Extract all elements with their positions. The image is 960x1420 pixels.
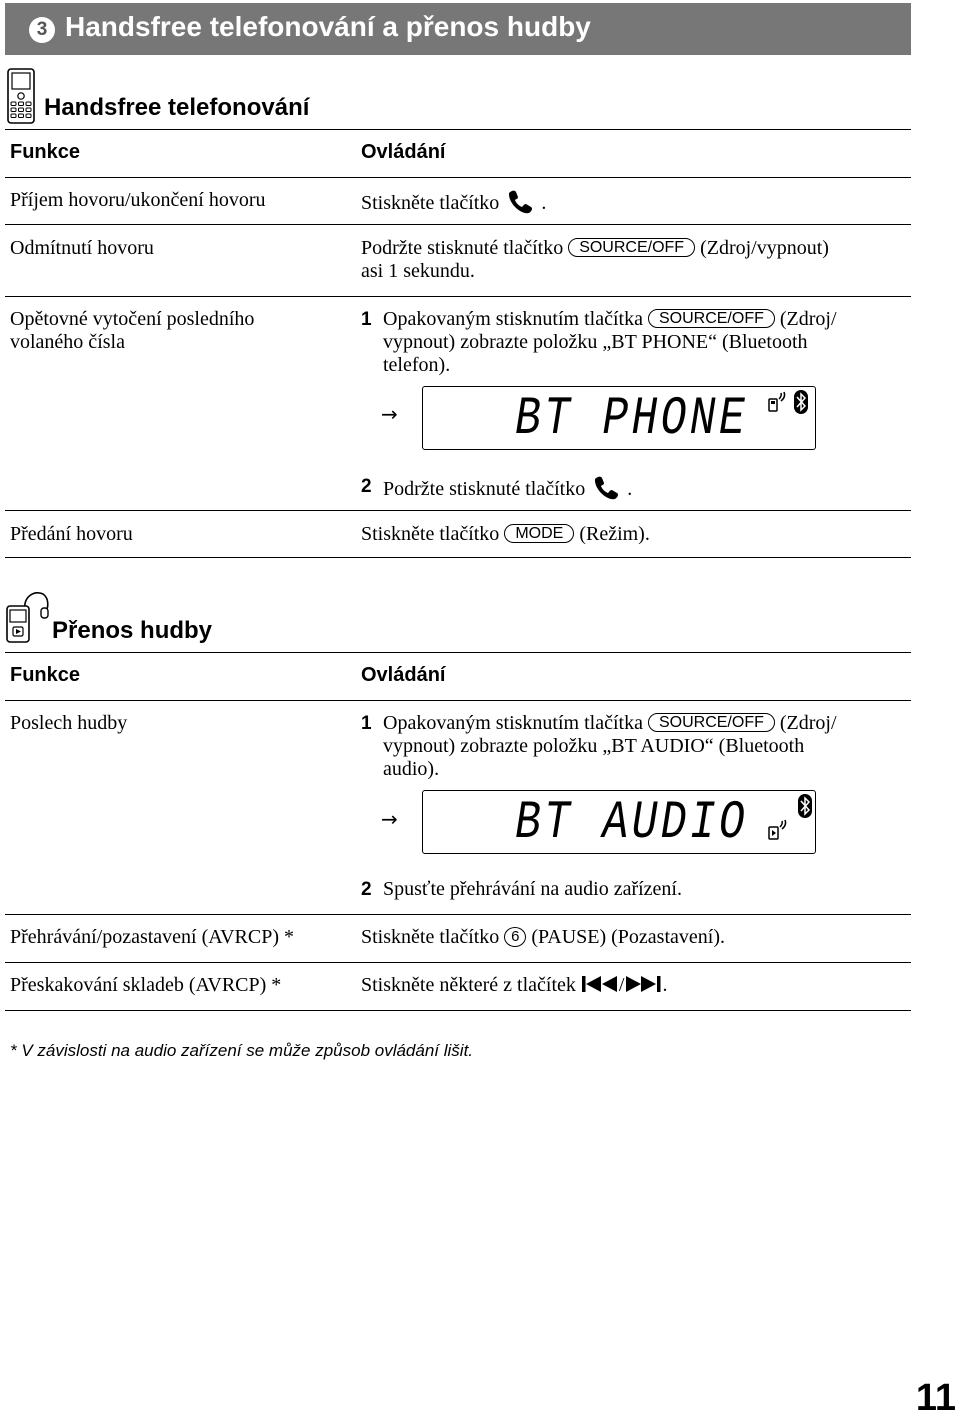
function-play-pause: Přehrávání/pozastavení (AVRCP) *: [10, 926, 295, 948]
control-skip-tracks: [361, 974, 667, 997]
lcd-display-bt-phone: [422, 386, 816, 450]
control-text: (PAUSE) (Pozastavení).: [531, 926, 725, 948]
divider: [5, 652, 911, 653]
arrow-icon: →: [381, 807, 398, 831]
step1-text-line2: vypnout) zobrazte položku „BT AUDIO“ (Bluetooth: [383, 735, 805, 757]
key-6: 6: [504, 927, 526, 947]
footnote: * V závislosti na audio zařízení se může způsob ovládání lišit.: [10, 1041, 474, 1060]
function-answer-call: Příjem hovoru/ukončení hovoru: [10, 189, 266, 211]
step-number: 1: [361, 713, 372, 734]
step2-text: [383, 475, 632, 501]
control-reject-call: [361, 237, 829, 260]
divider: [5, 914, 911, 915]
audio-device-signal-icon: [767, 819, 791, 841]
divider: [5, 224, 911, 225]
control-text: .: [541, 192, 547, 214]
skip-previous-icon: [581, 975, 619, 993]
step1-text-line3: audio).: [383, 758, 440, 780]
section-header-bar: [5, 3, 911, 55]
control-text: Stiskněte tlačítko: [361, 192, 500, 214]
col-header-function: Funkce: [10, 664, 81, 686]
control-text: Podržte stisknuté tlačítko: [383, 478, 586, 500]
control-text: .: [627, 478, 633, 500]
control-text: /: [618, 974, 625, 996]
col-header-function: Funkce: [10, 141, 81, 163]
step1-text: [383, 308, 837, 331]
section-header-title: Handsfree telefonování a přenos hudby: [65, 11, 591, 42]
section-title-music: Přenos hudby: [52, 617, 213, 644]
control-text: .: [662, 974, 668, 996]
divider: [5, 962, 911, 963]
control-text: (Zdroj/vypnout): [700, 237, 829, 259]
control-text: (Zdroj/: [779, 712, 837, 734]
control-text: Opakovaným stisknutím tlačítka: [383, 712, 643, 734]
divider: [5, 129, 911, 130]
step1-text-line2: vypnout) zobrazte položku „BT PHONE“ (Bluetooth: [383, 331, 808, 353]
step-number: 1: [361, 309, 372, 330]
phone-handset-icon: [592, 475, 622, 501]
section-number-badge: 3: [29, 17, 55, 43]
control-text: Stiskněte některé z tlačítek: [361, 974, 576, 996]
lcd-display-bt-audio: [422, 790, 816, 854]
lcd-text: BT AUDIO: [515, 793, 748, 854]
page-number: 11: [915, 1377, 956, 1419]
control-text: Podržte stisknuté tlačítko: [361, 237, 564, 259]
source-off-key: SOURCE/OFF: [648, 713, 775, 732]
control-transfer-call: [361, 523, 650, 546]
control-text: asi 1 sekundu.: [361, 260, 475, 282]
function-transfer-call: Předání hovoru: [10, 523, 133, 545]
section-title-phone: Handsfree telefonování: [44, 94, 310, 121]
function-reject-call: Odmítnutí hovoru: [10, 237, 154, 259]
step-number: 2: [361, 476, 372, 497]
step1-text: [383, 712, 837, 735]
phone-signal-icon: [767, 391, 789, 413]
control-text: (Režim).: [579, 523, 650, 545]
divider: [5, 177, 911, 178]
step1-text-line3: telefon).: [383, 354, 451, 376]
function-redial-line2: volaného čísla: [10, 331, 125, 353]
function-listen-music: Poslech hudby: [10, 712, 128, 734]
arrow-icon: →: [381, 402, 398, 426]
step-number: 2: [361, 879, 372, 900]
music-player-headphones-icon: [5, 588, 51, 644]
control-text: Stiskněte tlačítko: [361, 523, 500, 545]
control-text: Stiskněte tlačítko: [361, 926, 500, 948]
control-answer-call: [361, 189, 546, 215]
divider: [5, 557, 911, 558]
bluetooth-icon: [797, 793, 813, 819]
source-off-key: SOURCE/OFF: [568, 238, 695, 257]
control-text: Opakovaným stisknutím tlačítka: [383, 308, 643, 330]
phone-handset-icon: [506, 189, 536, 215]
col-header-control: Ovládání: [361, 141, 446, 163]
function-redial: Opětovné vytočení posledního: [10, 308, 255, 330]
step2-text: Spusťte přehrávání na audio zařízení.: [383, 878, 682, 900]
mobile-phone-icon: [7, 68, 35, 124]
lcd-text: BT PHONE: [515, 389, 748, 450]
skip-next-icon: [624, 975, 662, 993]
divider: [5, 296, 911, 297]
bluetooth-icon: [793, 389, 809, 415]
divider: [5, 1010, 911, 1011]
col-header-control: Ovládání: [361, 664, 446, 686]
control-play-pause: [361, 926, 725, 949]
mode-key: MODE: [504, 524, 574, 543]
source-off-key: SOURCE/OFF: [648, 309, 775, 328]
divider: [5, 510, 911, 511]
function-skip-tracks: Přeskakování skladeb (AVRCP) *: [10, 974, 282, 996]
divider: [5, 700, 911, 701]
control-text: (Zdroj/: [779, 308, 837, 330]
